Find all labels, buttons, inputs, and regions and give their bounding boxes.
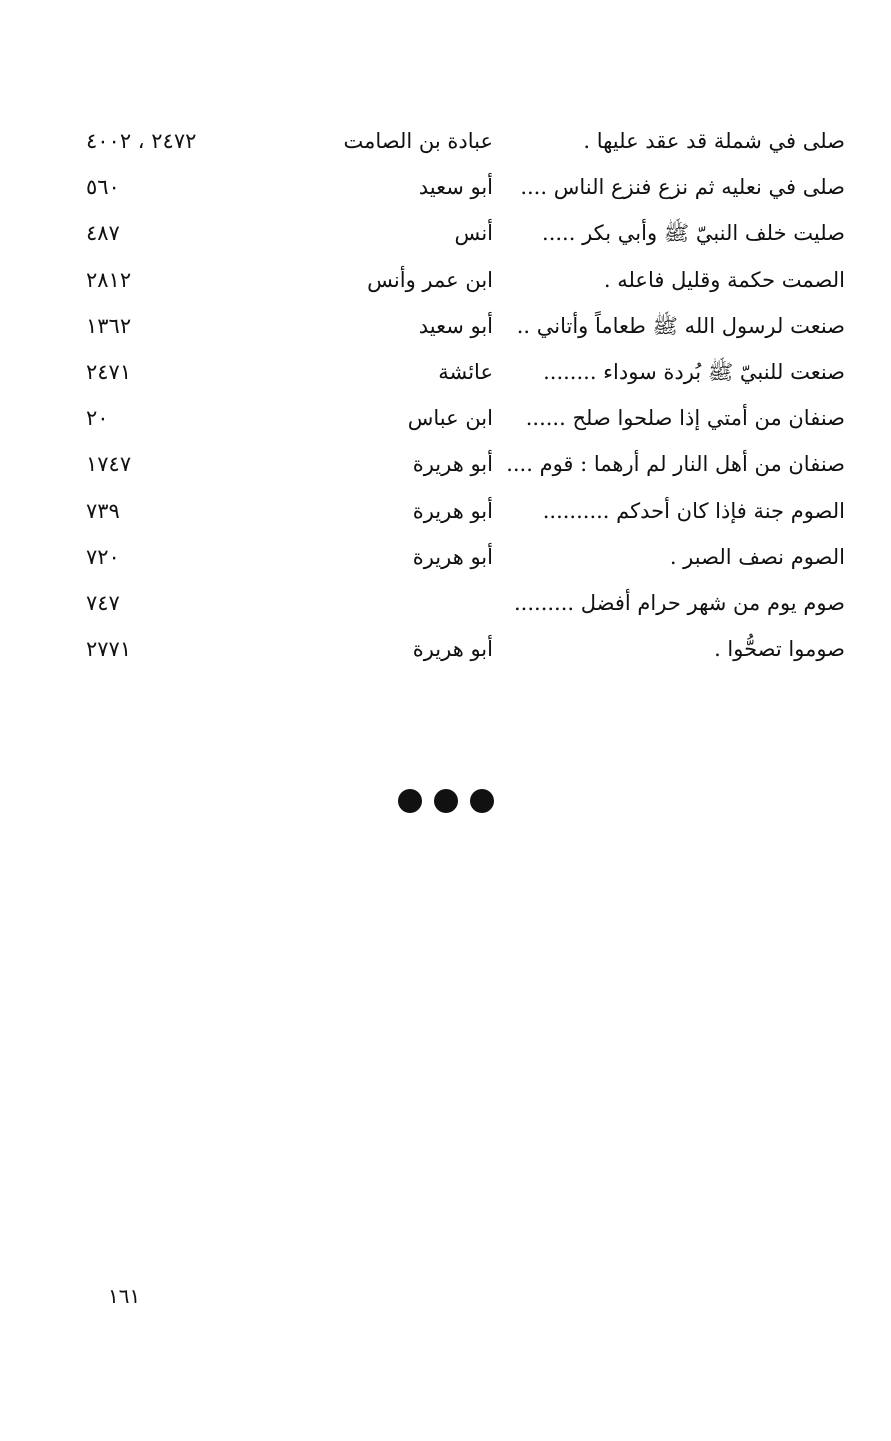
narrator: أبو سعيد: [418, 313, 493, 338]
reference-number: ١٧٤٧: [86, 452, 132, 477]
index-row: [0, 626, 891, 672]
hadith-text: صوموا تصحُّوا .: [714, 637, 845, 662]
reference-number: ٥٦٠: [86, 175, 120, 200]
hadith-text: صلى في نعليه ثم نزع فنزع الناس ....: [520, 175, 845, 200]
hadith-text: صلى في شملة قد عقد عليها .: [583, 129, 845, 153]
dot-ornament: [434, 789, 458, 813]
hadith-index-table: [0, 118, 891, 672]
hadith-text: صنفان من أمتي إذا صلحوا صلح ......: [525, 406, 845, 431]
narrator: أنس: [454, 221, 493, 246]
hadith-text: صليت خلف النبيّ ﷺ وأبي بكر .....: [542, 221, 845, 246]
hadith-text: الصوم جنة فإذا كان أحدكم ..........: [542, 498, 845, 523]
hadith-text: صوم يوم من شهر حرام أفضل .........: [514, 590, 845, 615]
reference-number: ٤٨٧: [86, 221, 120, 246]
index-row: [0, 303, 891, 349]
hadith-text: صنعت للنبيّ ﷺ بُردة سوداء ........: [543, 359, 845, 384]
index-row: [0, 257, 891, 303]
index-row: [0, 118, 891, 164]
reference-number: ٧٢٠: [86, 544, 120, 569]
narrator: عبادة بن الصامت: [343, 129, 493, 153]
reference-number: ٧٤٧: [86, 590, 120, 615]
index-row: [0, 395, 891, 441]
reference-number: ٢٧٧١: [86, 637, 132, 662]
index-row: [0, 580, 891, 626]
hadith-text: صنعت لرسول الله ﷺ طعاماً وأتاني ..: [516, 313, 845, 338]
section-end-ornament: [0, 789, 891, 817]
narrator: عائشة: [438, 359, 493, 384]
narrator: ابن عمر وأنس: [367, 267, 493, 292]
reference-number: ١٣٦٢: [86, 313, 132, 338]
reference-number: ٢٨١٢: [86, 267, 132, 292]
reference-number: ٢٤٧١: [86, 359, 132, 384]
reference-number: ٧٣٩: [86, 498, 120, 523]
dot-ornament: [470, 789, 494, 813]
index-row: [0, 488, 891, 534]
index-row: [0, 210, 891, 256]
reference-number: ٢٠: [86, 406, 109, 431]
narrator: أبو هريرة: [412, 498, 493, 523]
narrator: أبو هريرة: [412, 637, 493, 662]
index-row: [0, 441, 891, 487]
index-row: [0, 164, 891, 210]
narrator: أبو هريرة: [412, 544, 493, 569]
hadith-text: الصوم نصف الصبر .: [669, 544, 845, 569]
narrator: أبو سعيد: [418, 175, 493, 200]
dot-ornament: [398, 789, 422, 813]
index-row: [0, 349, 891, 395]
hadith-text: الصمت حكمة وقليل فاعله .: [603, 267, 845, 292]
hadith-text: صنفان من أهل النار لم أرهما : قوم ....: [506, 452, 845, 477]
narrator: ابن عباس: [407, 406, 493, 431]
narrator: أبو هريرة: [412, 452, 493, 477]
index-row: [0, 534, 891, 580]
page-number: ١٦١: [108, 1284, 141, 1308]
reference-number: ٢٤٧٢ ، ٤٠٠٢: [86, 129, 197, 153]
